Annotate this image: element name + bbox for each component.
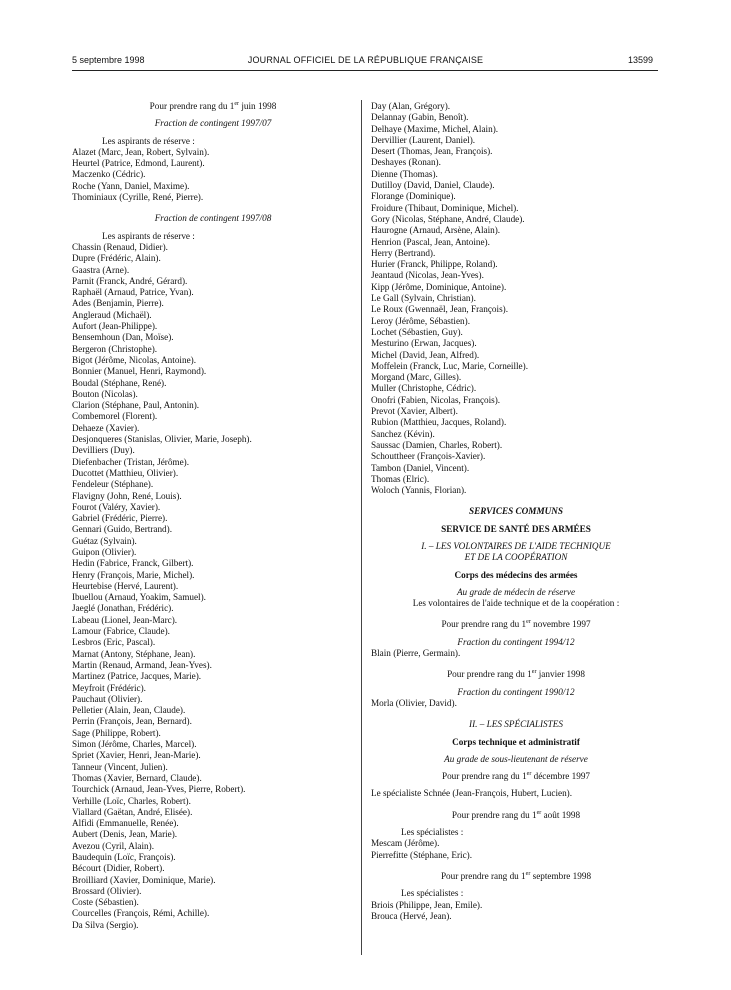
list-item: Combemorel (Florent). xyxy=(72,411,158,422)
list-item: Gory (Nicolas, Stéphane, André, Claude). xyxy=(371,213,525,224)
list-item: Muller (Christophe, Cédric). xyxy=(371,383,477,394)
list-item: Moffelein (Franck, Luc, Marie, Corneille). xyxy=(371,360,528,371)
grade-heading: Au grade de sous-lieutenant de réserve xyxy=(444,753,588,764)
list-item: Thomas (Xavier, Bernard, Claude). xyxy=(72,772,202,783)
fraction-title: Fraction du contingent 1994/12 xyxy=(457,636,575,647)
rank-heading: Pour prendre rang du 1er août 1998 xyxy=(451,809,581,820)
list-item: Le spécialiste Schnée (Jean-François, Hubert, Lucien). xyxy=(371,788,573,799)
list-item: Morgand (Marc, Gilles). xyxy=(371,372,462,383)
page-header xyxy=(0,55,731,69)
journal-title: JOURNAL OFFICIEL DE LA RÉPUBLIQUE FRANÇAISE xyxy=(247,55,484,65)
list-item: Jaeglé (Jonathan, Frédéric). xyxy=(72,603,174,614)
list-item: Michel (David, Jean, Alfred). xyxy=(371,349,480,360)
list-item: Morla (Olivier, David). xyxy=(371,697,457,708)
list-item: Flavigny (John, René, Louis). xyxy=(72,490,182,501)
list-item: Spriet (Xavier, Henri, Jean-Marie). xyxy=(72,750,201,761)
list-item: Simon (Jérôme, Charles, Marcel). xyxy=(72,739,197,750)
list-item: Tanneur (Vincent, Julien). xyxy=(72,761,168,772)
list-item: Sage (Philippe, Robert). xyxy=(72,727,161,738)
list-item: Le Roux (Gwennaël, Jean, François). xyxy=(371,304,509,315)
list-intro: Les aspirants de réserve : xyxy=(102,135,195,146)
list-item: Baudequin (Loïc, François). xyxy=(72,852,176,862)
rank-heading: Pour prendre rang du 1er novembre 1997 xyxy=(441,619,591,630)
list-item: Heurtel (Patrice, Edmond, Laurent). xyxy=(72,158,205,169)
list-item: Saussac (Damien, Charles, Robert). xyxy=(371,439,503,450)
list-item: Courcelles (François, Rémi, Achille). xyxy=(72,908,210,919)
list-item: Avezou (Cyril, Alain). xyxy=(72,840,154,851)
list-item: Perrin (François, Jean, Bernard). xyxy=(72,716,192,727)
name-list xyxy=(371,838,661,861)
list-item: Desjonqueres (Stanislas, Olivier, Marie, Joseph). xyxy=(72,434,252,445)
list-item: Dervillier (Laurent, Daniel). xyxy=(371,134,476,145)
list-item: Chassin (Renaud, Didier). xyxy=(72,241,168,252)
list-item: Dehaeze (Xavier). xyxy=(72,422,140,433)
list-item: Aufort (Jean-Philippe). xyxy=(72,321,158,332)
list-item: Kipp (Jérôme, Dominique, Antoine). xyxy=(371,281,507,292)
name-list xyxy=(371,900,661,923)
list-item: Herry (Bertrand). xyxy=(371,247,436,258)
list-item: Pauchaut (Olivier). xyxy=(72,693,143,704)
list-intro: Les spécialistes : xyxy=(401,888,464,899)
list-item: Maczenko (Cédric). xyxy=(72,169,146,180)
list-item: Florange (Dominique). xyxy=(371,191,456,202)
list-intro: Les aspirants de réserve : xyxy=(102,230,195,241)
list-item: Blain (Pierre, Germain). xyxy=(371,648,461,659)
list-item: Haurogne (Arnaud, Arsène, Alain). xyxy=(371,225,501,236)
list-item: Hedin (Fabrice, Franck, Gilbert). xyxy=(72,558,194,569)
rank-heading: Pour prendre rang du 1er juin 1998 xyxy=(149,100,277,111)
header-rule xyxy=(72,70,658,71)
list-item: Brouca (Hervé, Jean). xyxy=(371,910,452,921)
list-item: Brossard (Olivier). xyxy=(72,885,142,896)
list-intro: Les volontaires de l'aide technique et de la coopération : xyxy=(412,598,620,609)
list-item: Hurier (Franck, Philippe, Roland). xyxy=(371,259,498,270)
list-item: Delhaye (Maxime, Michel, Alain). xyxy=(371,123,499,134)
list-item: Boudal (Stéphane, René). xyxy=(72,377,167,388)
list-intro: Les spécialistes : xyxy=(401,827,464,838)
list-item: Ibuellou (Arnaud, Yoakim, Samuel). xyxy=(72,592,206,603)
section-heading: ET DE LA COOPÉRATION xyxy=(464,552,568,563)
list-item: Mesturino (Erwan, Jacques). xyxy=(371,338,477,349)
list-item: Day (Alan, Grégory). xyxy=(371,101,451,111)
grade-heading: Au grade de médecin de réserve xyxy=(456,586,576,597)
list-item: Pierrefitte (Stéphane, Eric). xyxy=(371,849,473,860)
list-item: Diefenbacher (Tristan, Jérôme). xyxy=(72,456,190,467)
list-item: Ades (Benjamin, Pierre). xyxy=(72,298,164,309)
list-item: Bécourt (Didier, Robert). xyxy=(72,863,165,874)
name-list xyxy=(72,147,354,203)
list-item: Gennari (Guido, Bertrand). xyxy=(72,524,173,535)
list-item: Lesbros (Eric, Pascal). xyxy=(72,637,156,648)
list-item: Alazet (Marc, Jean, Robert, Sylvain). xyxy=(72,146,210,157)
list-item: Viallard (Gaëtan, André, Elisée). xyxy=(72,806,193,817)
list-item: Henry (François, Marie, Michel). xyxy=(72,569,195,580)
fraction-title: Fraction de contingent 1997/07 xyxy=(154,118,272,129)
list-item: Bergeron (Christophe). xyxy=(72,343,158,354)
list-item: Meyfroit (Frédéric). xyxy=(72,682,146,693)
list-item: Martinez (Patrice, Jacques, Marie). xyxy=(72,671,202,682)
list-item: Prevot (Xavier, Albert). xyxy=(371,406,458,417)
services-title: SERVICES COMMUNS xyxy=(468,506,564,517)
corps-heading: Corps technique et administratif xyxy=(452,736,580,747)
list-item: Clarion (Stéphane, Paul, Antonin). xyxy=(72,400,200,411)
page-number: 13599 xyxy=(627,55,653,65)
list-item: Dienne (Thomas). xyxy=(371,168,438,179)
list-item: Dupre (Frédéric, Alain). xyxy=(72,253,161,264)
list-item: Bouton (Nicolas). xyxy=(72,388,138,399)
list-item: Mescam (Jérôme). xyxy=(371,838,440,849)
list-item: Ducottet (Matthieu, Olivier). xyxy=(72,467,179,478)
list-item: Briois (Philippe, Jean, Emile). xyxy=(371,899,483,910)
list-item: Devilliers (Duy). xyxy=(72,445,135,456)
list-item: Dutilloy (David, Daniel, Claude). xyxy=(371,180,495,191)
list-item: Heurtebise (Hervé, Laurent). xyxy=(72,580,179,591)
list-item: Le Gall (Sylvain, Christian). xyxy=(371,293,476,304)
list-item: Woloch (Yannis, Florian). xyxy=(371,485,467,496)
list-item: Bonnier (Manuel, Henri, Raymond). xyxy=(72,366,207,377)
list-item: Fendeleur (Stéphane). xyxy=(72,479,154,490)
list-item: Fourot (Valéry, Xavier). xyxy=(72,501,161,512)
list-item: Verhille (Loïc, Charles, Robert). xyxy=(72,795,191,806)
list-item: Guipon (Olivier). xyxy=(72,546,137,557)
list-item: Parnit (Franck, André, Gérard). xyxy=(72,275,188,286)
issue-date: 5 septembre 1998 xyxy=(72,55,145,65)
list-item: Aubert (Denis, Jean, Marie). xyxy=(72,829,178,840)
section-heading: II. – LES SPÉCIALISTES xyxy=(469,719,563,730)
list-item: Onofri (Fabien, Nicolas, François). xyxy=(371,394,501,405)
list-item: Da Silva (Sergio). xyxy=(72,919,139,930)
list-item: Bensemhoun (Dan, Moïse). xyxy=(72,332,174,343)
list-item: Schouttheer (François-Xavier). xyxy=(371,451,486,462)
list-item: Lochet (Sébastien, Guy). xyxy=(371,326,463,337)
list-item: Jeantaud (Nicolas, Jean-Yves). xyxy=(371,270,484,281)
list-item: Pelletier (Alain, Jean, Claude). xyxy=(72,705,186,716)
list-item: Martin (Renaud, Armand, Jean-Yves). xyxy=(72,659,212,670)
list-item: Gabriel (Frédéric, Pierre). xyxy=(72,513,168,524)
fraction-title: Fraction de contingent 1997/08 xyxy=(154,213,272,224)
list-item: Desert (Thomas, Jean, François). xyxy=(371,146,493,157)
list-item: Raphaël (Arnaud, Patrice, Yvan). xyxy=(72,287,194,298)
fraction-title: Fraction du contingent 1990/12 xyxy=(457,686,575,697)
column-divider xyxy=(361,100,362,955)
list-item: Bigot (Jérôme, Nicolas, Antoine). xyxy=(72,354,197,365)
list-item: Tourchick (Arnaud, Jean-Yves, Pierre, Robert). xyxy=(72,784,246,795)
list-item: Alfidi (Emmanuelle, Renée). xyxy=(72,818,179,829)
list-item: Marnat (Antony, Stéphane, Jean). xyxy=(72,648,196,659)
list-item: Angleraud (Michaël). xyxy=(72,309,152,320)
list-item: Sanchez (Kévin). xyxy=(371,428,435,439)
rank-heading: Pour prendre rang du 1er décembre 1997 xyxy=(441,771,591,782)
list-item: Coste (Sébastien). xyxy=(72,897,139,908)
list-item: Gaastra (Arne). xyxy=(72,264,130,275)
list-item: Henrion (Pascal, Jean, Antoine). xyxy=(371,236,490,247)
list-item: Thominiaux (Cyrille, René, Pierre). xyxy=(72,192,204,203)
list-item: Delannay (Gabin, Benoît). xyxy=(371,112,469,123)
name-list xyxy=(371,101,661,496)
section-heading: I. – LES VOLONTAIRES DE L'AIDE TECHNIQUE xyxy=(421,540,611,551)
list-item: Rubion (Matthieu, Jacques, Roland). xyxy=(371,417,507,428)
list-item: Guétaz (Sylvain). xyxy=(72,535,137,546)
list-item: Broilliard (Xavier, Dominique, Marie). xyxy=(72,874,216,885)
list-item: Thomas (Elric). xyxy=(371,473,430,484)
rank-heading: Pour prendre rang du 1er janvier 1998 xyxy=(447,669,585,680)
right-column xyxy=(371,101,661,922)
list-item: Deshayes (Ronan). xyxy=(371,157,441,168)
sante-title: SERVICE DE SANTÉ DES ARMÉES xyxy=(441,523,591,534)
list-item: Lamour (Fabrice, Claude). xyxy=(72,626,170,637)
left-column xyxy=(72,101,354,931)
list-item: Froidure (Thibaut, Dominique, Michel). xyxy=(371,202,519,213)
corps-heading: Corps des médecins des armées xyxy=(454,569,578,580)
name-list xyxy=(72,242,354,931)
list-item: Tambon (Daniel, Vincent). xyxy=(371,462,470,473)
list-item: Labeau (Lionel, Jean-Marc). xyxy=(72,614,178,625)
list-item: Roche (Yann, Daniel, Maxime). xyxy=(72,180,190,191)
list-item: Leroy (Jérôme, Sébastien). xyxy=(371,315,470,326)
rank-heading: Pour prendre rang du 1er septembre 1998 xyxy=(440,870,592,881)
